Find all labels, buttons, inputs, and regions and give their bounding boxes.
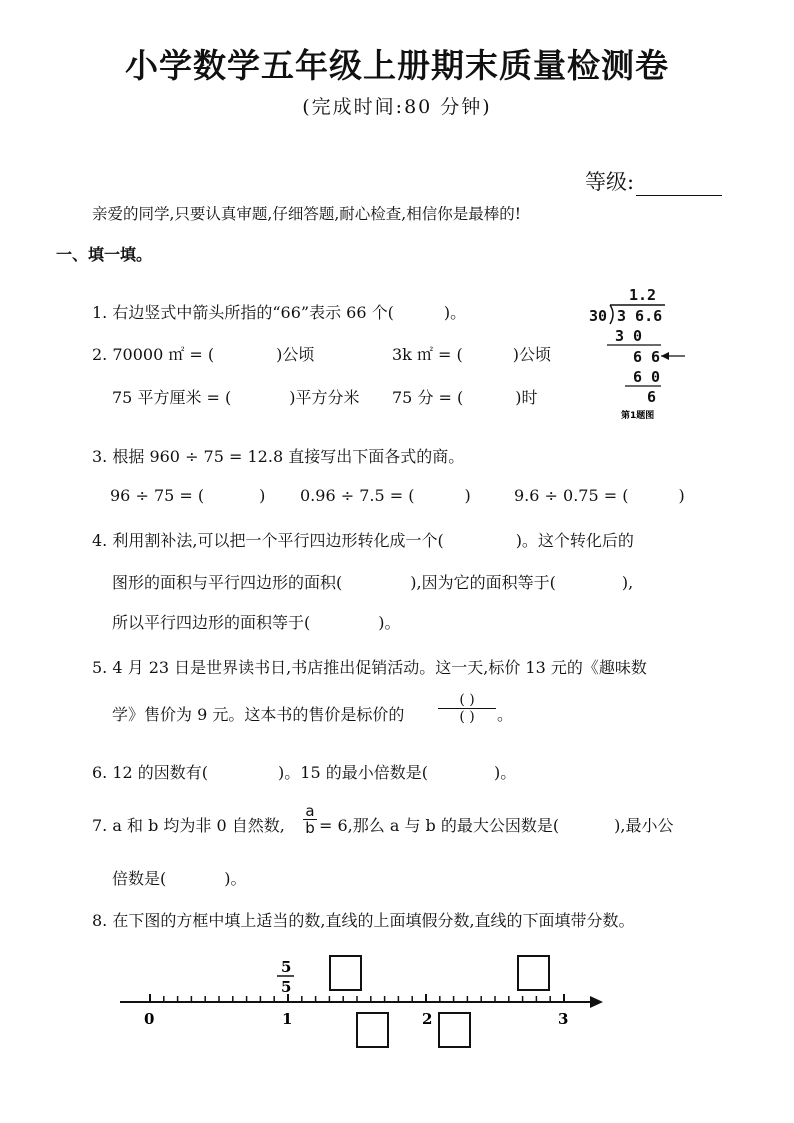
q3-expr-text: 9.6 ÷ 0.75 = ( (514, 486, 629, 505)
q3-expr-1 (110, 486, 265, 505)
question-1 (92, 300, 466, 323)
q2-row1-right (392, 342, 551, 365)
q2-row2-left (112, 385, 360, 408)
q6-text: )。15 的最小倍数是( (278, 763, 428, 782)
q4-text: 4. 利用割补法,可以把一个平行四边形转化成一个( (92, 531, 444, 550)
arrow-icon (661, 352, 685, 360)
answer-box-below-1[interactable] (356, 1012, 389, 1048)
q5-frac-bottom: ( ) (459, 709, 475, 725)
q7-text: )。 (224, 869, 247, 888)
q7-line-1-left: 7. a 和 b 均为非 0 自然数, (92, 816, 285, 835)
q2-text: 75 分 = ( (392, 388, 464, 407)
q7-text: = 6,那么 a 与 b 的最大公因数是( (319, 816, 560, 835)
div-step1: 3 0 (615, 327, 643, 345)
div-quotient: 1.2 (629, 286, 657, 304)
figure-caption: 第1题图 (621, 411, 655, 421)
q4-text: )。 (378, 613, 401, 632)
div-remainder: 6 (647, 388, 657, 406)
page-title: 小学数学五年级上册期末质量检测卷 (125, 46, 669, 85)
div-dividend: 3 6.6 (617, 307, 663, 325)
question-6 (92, 760, 516, 783)
q2-unit: )公顷 (276, 345, 315, 364)
q3-close: ) (464, 486, 471, 505)
q4-line-1 (92, 528, 634, 551)
q5-end: 。 (497, 705, 514, 724)
fraction-numerator: 5 (281, 958, 292, 976)
q2-text: 3k ㎡ = ( (392, 345, 463, 364)
q3-close: ) (259, 486, 266, 505)
grade-label: 等级: (585, 170, 635, 194)
q7-text: ),最小公 (614, 816, 674, 835)
question-8: 8. 在下图的方框中填上适当的数,直线的上面填假分数,直线的下面填带分数。 (92, 911, 635, 930)
q6-text: 6. 12 的因数有( (92, 763, 209, 782)
div-step3: 6 0 (633, 368, 661, 386)
q4-text: ), (621, 573, 634, 592)
q2-unit: )时 (515, 388, 538, 407)
q4-text: 所以平行四边形的面积等于( (112, 613, 311, 632)
tick-label-2: 2 (422, 1010, 433, 1028)
tick-label-0: 0 (144, 1010, 155, 1028)
q2-unit: )公顷 (512, 345, 552, 364)
grade-blank[interactable] (636, 175, 722, 196)
q2-text: 2. 70000 ㎡ = ( (92, 345, 215, 364)
q1-text: 1. 右边竖式中箭头所指的“66”表示 66 个( (92, 303, 394, 322)
q7-num: a (303, 803, 317, 820)
q7-text: 倍数是( (112, 869, 167, 888)
q4-line-2 (112, 570, 633, 593)
answer-box-above-2[interactable] (517, 955, 550, 991)
q3-expr-2 (300, 486, 471, 505)
q5-text: 学》售价为 9 元。这本书的售价是标价的 (112, 705, 405, 724)
q4-text: 图形的面积与平行四边形的面积( (112, 573, 343, 592)
question-3: 3. 根据 960 ÷ 75 = 12.8 直接写出下面各式的商。 (92, 447, 465, 466)
number-line-ticks (150, 994, 564, 1002)
tick-label-1: 1 (282, 1010, 293, 1028)
answer-box-above-1[interactable] (329, 955, 362, 991)
q3-close: ) (678, 486, 685, 505)
q2-unit: )平方分米 (289, 388, 360, 407)
q5-frac-top: ( ) (438, 692, 496, 709)
q3-expr-3 (514, 486, 685, 505)
section-heading: 一、填一填。 (56, 245, 153, 264)
q2-text: 75 平方厘米 = ( (112, 388, 232, 407)
number-line-fraction (277, 958, 294, 996)
q2-row2-right (392, 385, 538, 408)
q7-fraction (303, 803, 317, 836)
division-figure (585, 280, 695, 425)
q7-line-1-right (319, 813, 673, 836)
q4-text: )。这个转化后的 (515, 531, 634, 550)
intro-text: 亲爱的同学,只要认真审题,仔细答题,耐心检查,相信你是最棒的! (92, 205, 521, 223)
q6-text: )。 (493, 763, 517, 782)
q2-row1-left (92, 342, 314, 365)
q1-end: )。 (443, 303, 467, 322)
q3-expr-text: 0.96 ÷ 7.5 = ( (300, 486, 415, 505)
div-divisor: 30 (589, 307, 608, 325)
q5-line-2 (112, 702, 404, 725)
page-subtitle: (完成时间:80 分钟) (302, 96, 492, 118)
q5-line-1: 5. 4 月 23 日是世界读书日,书店推出促销活动。这一天,标价 13 元的《趣味数 (92, 658, 647, 677)
q3-expr-text: 96 ÷ 75 = ( (110, 486, 205, 505)
tick-label-3: 3 (558, 1010, 569, 1028)
fraction-denominator: 5 (281, 978, 292, 996)
q7-den: b (305, 819, 315, 837)
q4-text: ),因为它的面积等于( (410, 573, 556, 592)
arrow-right-icon (590, 996, 603, 1008)
answer-box-below-2[interactable] (438, 1012, 471, 1048)
grade-field (585, 166, 722, 196)
q4-line-3 (112, 610, 401, 633)
q5-fraction[interactable] (438, 692, 496, 725)
q7-line-2 (112, 866, 247, 889)
div-step2: 6 6 (633, 348, 661, 366)
